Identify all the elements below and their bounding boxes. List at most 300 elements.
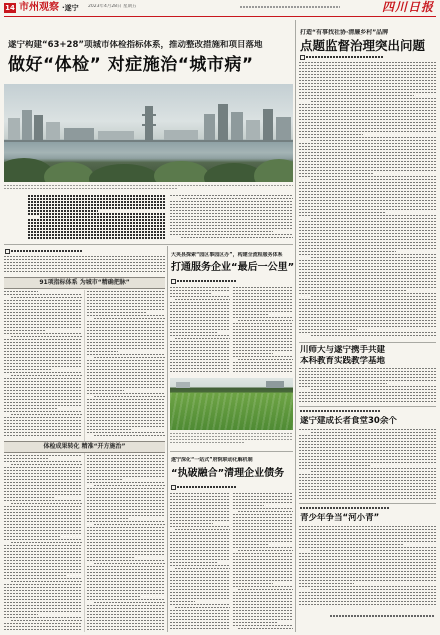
text-line bbox=[11, 581, 82, 582]
text-line bbox=[87, 470, 165, 471]
lead-body-column bbox=[87, 291, 165, 438]
text-line bbox=[299, 149, 436, 150]
text-line bbox=[233, 616, 293, 617]
lead-headline: 做好“体检” 对症施治“城市病” bbox=[8, 55, 254, 75]
text-line bbox=[299, 215, 436, 216]
text-line bbox=[233, 514, 293, 515]
text-line bbox=[4, 476, 82, 477]
text-line bbox=[233, 529, 293, 530]
text-line bbox=[11, 297, 82, 298]
text-line bbox=[233, 547, 293, 548]
right-article-1-kicker: 打造“有事找社协·清廉乡村”品牌 bbox=[300, 29, 389, 36]
text-line bbox=[299, 392, 436, 393]
text-line bbox=[87, 351, 118, 352]
text-line bbox=[233, 493, 293, 494]
text-line bbox=[87, 599, 165, 600]
text-line bbox=[299, 260, 436, 261]
text-line bbox=[4, 312, 82, 313]
right-brief-1-kicker bbox=[300, 410, 380, 412]
text-line bbox=[4, 608, 82, 609]
text-line bbox=[87, 378, 165, 379]
text-line bbox=[299, 541, 436, 542]
text-line bbox=[170, 526, 230, 527]
photo-pagoda-eave bbox=[142, 124, 156, 126]
text-line bbox=[299, 556, 436, 557]
text-line bbox=[299, 155, 436, 156]
text-line bbox=[299, 302, 436, 303]
text-line bbox=[11, 375, 82, 376]
text-line bbox=[233, 520, 293, 521]
text-line bbox=[233, 622, 278, 623]
text-line bbox=[94, 396, 165, 397]
text-line bbox=[170, 210, 293, 211]
text-line bbox=[87, 530, 165, 531]
text-line bbox=[299, 110, 436, 111]
text-line bbox=[87, 506, 165, 507]
text-line bbox=[4, 411, 82, 412]
text-line bbox=[299, 239, 436, 240]
text-line bbox=[4, 435, 82, 436]
right-article-1-body bbox=[299, 62, 436, 340]
text-line bbox=[299, 152, 436, 153]
middle-bottom-byline bbox=[171, 485, 251, 489]
text-line bbox=[4, 560, 82, 561]
text-line bbox=[87, 551, 165, 552]
text-line bbox=[4, 330, 45, 331]
text-line bbox=[87, 521, 165, 522]
text-line bbox=[299, 83, 436, 84]
text-line bbox=[311, 140, 436, 141]
text-line bbox=[299, 278, 436, 279]
text-line bbox=[311, 296, 436, 297]
text-line bbox=[299, 62, 436, 63]
text-line bbox=[238, 550, 293, 551]
text-line bbox=[233, 362, 293, 363]
right-article-2-headline-line-1: 川师大与遂宁携手共建 bbox=[300, 345, 386, 355]
text-line bbox=[238, 511, 293, 512]
text-line bbox=[299, 429, 436, 430]
text-line bbox=[299, 164, 436, 165]
text-line bbox=[87, 429, 131, 430]
text-line bbox=[299, 113, 436, 114]
text-line bbox=[299, 224, 436, 225]
text-line bbox=[170, 523, 213, 524]
text-line bbox=[233, 508, 293, 509]
text-line bbox=[299, 161, 436, 162]
text-line bbox=[87, 458, 165, 459]
right-article-2-headline-line-2: 本科教育实践教学基地 bbox=[300, 356, 386, 366]
text-line bbox=[4, 426, 82, 427]
right-brief-1-headline: 遂宁建成长者食堂30余个 bbox=[300, 416, 397, 426]
text-line bbox=[4, 262, 165, 263]
text-line bbox=[299, 80, 436, 81]
text-line bbox=[299, 245, 436, 246]
text-line bbox=[233, 610, 293, 611]
text-line bbox=[87, 303, 165, 304]
text-line bbox=[299, 453, 436, 454]
lead-body-column bbox=[4, 455, 82, 632]
text-line bbox=[87, 494, 165, 495]
text-line bbox=[4, 354, 82, 355]
text-line bbox=[299, 486, 436, 487]
text-line bbox=[87, 572, 165, 573]
text-line bbox=[299, 459, 436, 460]
photo-crop-rows bbox=[170, 393, 293, 430]
middle-top-body-column bbox=[170, 287, 230, 375]
text-line bbox=[299, 173, 374, 174]
text-line bbox=[311, 589, 436, 590]
text-line bbox=[170, 499, 230, 500]
text-line bbox=[87, 297, 165, 298]
text-line bbox=[311, 389, 436, 390]
text-line bbox=[87, 581, 165, 582]
text-line bbox=[233, 502, 293, 503]
text-line bbox=[299, 332, 436, 333]
text-line bbox=[4, 596, 82, 597]
text-line bbox=[170, 356, 230, 357]
text-line bbox=[170, 514, 230, 515]
text-line bbox=[311, 335, 436, 336]
right-brief-2-body bbox=[299, 526, 436, 608]
text-line bbox=[299, 269, 436, 270]
text-line bbox=[4, 291, 38, 292]
text-line bbox=[11, 464, 82, 465]
text-line bbox=[87, 497, 165, 498]
text-line bbox=[299, 559, 436, 560]
photo-tree bbox=[154, 161, 209, 182]
text-line bbox=[299, 266, 436, 267]
text-line bbox=[299, 320, 436, 321]
text-line bbox=[87, 578, 165, 579]
photo-building bbox=[263, 109, 273, 142]
text-line bbox=[299, 74, 436, 75]
text-line bbox=[94, 318, 165, 319]
text-line bbox=[170, 598, 230, 599]
text-line bbox=[4, 584, 82, 585]
text-line bbox=[4, 423, 82, 424]
byline-text bbox=[11, 250, 83, 252]
text-line bbox=[4, 387, 82, 388]
text-line bbox=[87, 384, 165, 385]
text-line bbox=[4, 491, 82, 492]
text-line bbox=[170, 335, 230, 336]
text-line bbox=[299, 577, 436, 578]
text-line bbox=[87, 393, 165, 394]
text-line bbox=[299, 122, 436, 123]
text-line bbox=[4, 500, 82, 501]
middle-bottom-headline: “执破融合”清理企业债务 bbox=[171, 468, 285, 479]
text-line bbox=[87, 411, 165, 412]
text-line bbox=[233, 311, 293, 312]
text-line bbox=[87, 399, 165, 400]
text-line bbox=[170, 362, 230, 363]
text-line bbox=[4, 420, 82, 421]
text-line bbox=[299, 251, 396, 252]
column-divider bbox=[167, 246, 168, 632]
text-line bbox=[4, 417, 82, 418]
text-line bbox=[4, 572, 82, 573]
text-line bbox=[170, 314, 230, 315]
text-line bbox=[181, 237, 293, 238]
text-line bbox=[4, 390, 82, 391]
text-line bbox=[87, 315, 165, 316]
text-line bbox=[170, 553, 230, 554]
text-line bbox=[170, 204, 293, 205]
text-line bbox=[87, 566, 165, 567]
text-line bbox=[4, 268, 165, 269]
text-line bbox=[233, 526, 293, 527]
middle-bottom-body-column bbox=[170, 493, 230, 632]
text-line bbox=[299, 305, 436, 306]
text-line bbox=[94, 602, 165, 603]
text-line bbox=[311, 101, 436, 102]
text-line bbox=[299, 317, 436, 318]
text-line bbox=[170, 616, 230, 617]
text-line bbox=[299, 495, 436, 496]
text-line bbox=[299, 462, 436, 463]
text-line bbox=[170, 610, 230, 611]
text-line bbox=[4, 515, 82, 516]
text-line bbox=[87, 491, 165, 492]
text-line bbox=[170, 290, 230, 291]
text-line bbox=[299, 185, 436, 186]
text-line bbox=[87, 503, 165, 504]
text-line bbox=[299, 553, 436, 554]
text-line bbox=[299, 568, 436, 569]
text-line bbox=[87, 476, 165, 477]
text-line bbox=[87, 408, 165, 409]
text-line bbox=[4, 605, 82, 606]
text-line bbox=[4, 521, 82, 522]
text-line bbox=[4, 408, 57, 409]
text-line bbox=[170, 595, 230, 596]
text-line bbox=[11, 542, 82, 543]
text-line bbox=[170, 577, 230, 578]
header-small-print bbox=[240, 6, 340, 8]
text-line bbox=[87, 333, 165, 334]
text-line bbox=[4, 485, 82, 486]
text-line bbox=[4, 265, 165, 266]
text-line bbox=[299, 89, 436, 90]
text-line bbox=[311, 179, 436, 180]
text-line bbox=[299, 68, 436, 69]
text-line bbox=[233, 317, 293, 318]
text-line bbox=[4, 554, 82, 555]
text-line bbox=[4, 479, 82, 480]
text-line bbox=[170, 293, 212, 294]
text-line bbox=[87, 623, 165, 624]
text-line bbox=[11, 414, 82, 415]
text-line bbox=[299, 395, 436, 396]
text-line bbox=[87, 342, 165, 343]
text-line bbox=[170, 216, 293, 217]
text-line bbox=[87, 312, 147, 313]
text-line bbox=[4, 318, 82, 319]
text-line bbox=[94, 563, 165, 564]
text-line bbox=[87, 611, 165, 612]
text-line bbox=[311, 432, 436, 433]
lead-photo-city-river bbox=[4, 84, 293, 182]
text-line bbox=[233, 329, 293, 330]
text-line bbox=[170, 556, 230, 557]
text-line bbox=[170, 195, 293, 196]
text-line bbox=[299, 170, 436, 171]
text-line bbox=[11, 503, 82, 504]
text-line bbox=[4, 369, 51, 370]
text-line bbox=[299, 450, 436, 451]
text-line bbox=[299, 272, 436, 273]
text-line bbox=[299, 368, 436, 369]
text-line bbox=[233, 505, 264, 506]
text-line bbox=[28, 219, 165, 221]
text-line bbox=[299, 380, 436, 381]
text-line bbox=[4, 518, 82, 519]
byline-square-icon bbox=[171, 279, 176, 284]
text-line bbox=[233, 568, 293, 569]
text-line bbox=[233, 595, 293, 596]
text-line bbox=[170, 436, 293, 437]
text-line bbox=[299, 131, 436, 132]
text-line bbox=[87, 605, 165, 606]
text-line bbox=[4, 548, 82, 549]
text-line bbox=[170, 219, 293, 220]
text-line bbox=[87, 291, 165, 292]
text-line bbox=[170, 323, 230, 324]
text-line bbox=[311, 218, 436, 219]
text-line bbox=[87, 461, 165, 462]
text-line bbox=[87, 336, 165, 337]
text-line bbox=[299, 598, 436, 599]
section-divider bbox=[299, 503, 436, 504]
text-line bbox=[170, 442, 244, 443]
text-line bbox=[299, 386, 436, 387]
section-divider bbox=[299, 406, 436, 407]
text-line bbox=[87, 527, 165, 528]
text-line bbox=[233, 287, 293, 288]
text-line bbox=[94, 435, 165, 436]
text-line bbox=[87, 560, 165, 561]
text-line bbox=[170, 496, 230, 497]
text-line bbox=[40, 216, 165, 218]
text-line bbox=[87, 360, 165, 361]
text-line bbox=[299, 104, 436, 105]
text-line bbox=[87, 363, 165, 364]
text-line bbox=[87, 512, 165, 513]
text-line bbox=[299, 200, 436, 201]
text-line bbox=[170, 317, 230, 318]
text-line bbox=[233, 305, 293, 306]
text-line bbox=[299, 227, 436, 228]
text-line bbox=[299, 592, 436, 593]
text-line bbox=[170, 433, 293, 434]
text-line bbox=[299, 86, 436, 87]
middle-top-headline: 打通服务企业“最后一公里” bbox=[171, 262, 294, 273]
text-line bbox=[233, 296, 293, 297]
text-line bbox=[299, 71, 436, 72]
text-line bbox=[4, 626, 82, 627]
text-line bbox=[299, 107, 436, 108]
text-line bbox=[87, 327, 165, 328]
text-line bbox=[4, 455, 82, 456]
text-line bbox=[233, 556, 293, 557]
text-line bbox=[233, 323, 293, 324]
text-line bbox=[87, 554, 165, 555]
text-line bbox=[4, 294, 82, 295]
text-line bbox=[87, 533, 165, 534]
text-line bbox=[4, 342, 82, 343]
text-line bbox=[233, 562, 293, 563]
byline-square-icon bbox=[171, 485, 176, 490]
page-number-badge: 14 bbox=[5, 4, 15, 12]
photo-tree bbox=[254, 159, 293, 182]
text-line bbox=[233, 496, 293, 497]
text-line bbox=[299, 203, 436, 204]
text-line bbox=[11, 336, 82, 337]
photo-tree bbox=[89, 164, 159, 182]
text-line bbox=[4, 363, 82, 364]
text-line bbox=[87, 575, 165, 576]
text-line bbox=[87, 354, 165, 355]
text-line bbox=[87, 309, 165, 310]
text-line bbox=[299, 146, 436, 147]
text-line bbox=[170, 302, 230, 303]
text-line bbox=[175, 529, 230, 530]
text-line bbox=[299, 275, 436, 276]
photo-building bbox=[8, 118, 20, 142]
text-line bbox=[170, 547, 230, 548]
text-line bbox=[233, 350, 293, 351]
text-line bbox=[87, 515, 165, 516]
right-article-2-body bbox=[299, 368, 436, 404]
text-line bbox=[299, 374, 436, 375]
text-line bbox=[4, 494, 82, 495]
text-line bbox=[4, 321, 82, 322]
text-line bbox=[299, 326, 436, 327]
text-line bbox=[311, 550, 436, 551]
text-line bbox=[233, 592, 293, 593]
text-line bbox=[170, 439, 293, 440]
text-line bbox=[87, 608, 165, 609]
text-line bbox=[299, 441, 436, 442]
text-line bbox=[170, 574, 230, 575]
text-line bbox=[4, 602, 82, 603]
text-line bbox=[299, 212, 385, 213]
lead-intro-continued bbox=[170, 195, 293, 241]
text-line bbox=[170, 532, 230, 533]
text-line bbox=[170, 517, 230, 518]
text-line bbox=[4, 497, 55, 498]
text-line bbox=[299, 529, 436, 530]
text-line bbox=[4, 300, 82, 301]
text-line bbox=[4, 533, 82, 534]
text-line bbox=[94, 485, 165, 486]
text-line bbox=[4, 590, 82, 591]
text-line bbox=[181, 198, 293, 199]
text-line bbox=[299, 595, 436, 596]
text-line bbox=[170, 562, 217, 563]
text-line bbox=[170, 583, 230, 584]
text-line bbox=[299, 206, 436, 207]
text-line bbox=[87, 432, 165, 433]
region-name: ·遂宁 bbox=[62, 4, 79, 12]
text-line bbox=[299, 398, 436, 399]
text-line bbox=[170, 586, 230, 587]
text-line bbox=[28, 207, 165, 209]
middle-photo-caption bbox=[170, 433, 293, 445]
text-line bbox=[4, 405, 82, 406]
text-line bbox=[87, 324, 165, 325]
text-line bbox=[299, 137, 436, 138]
